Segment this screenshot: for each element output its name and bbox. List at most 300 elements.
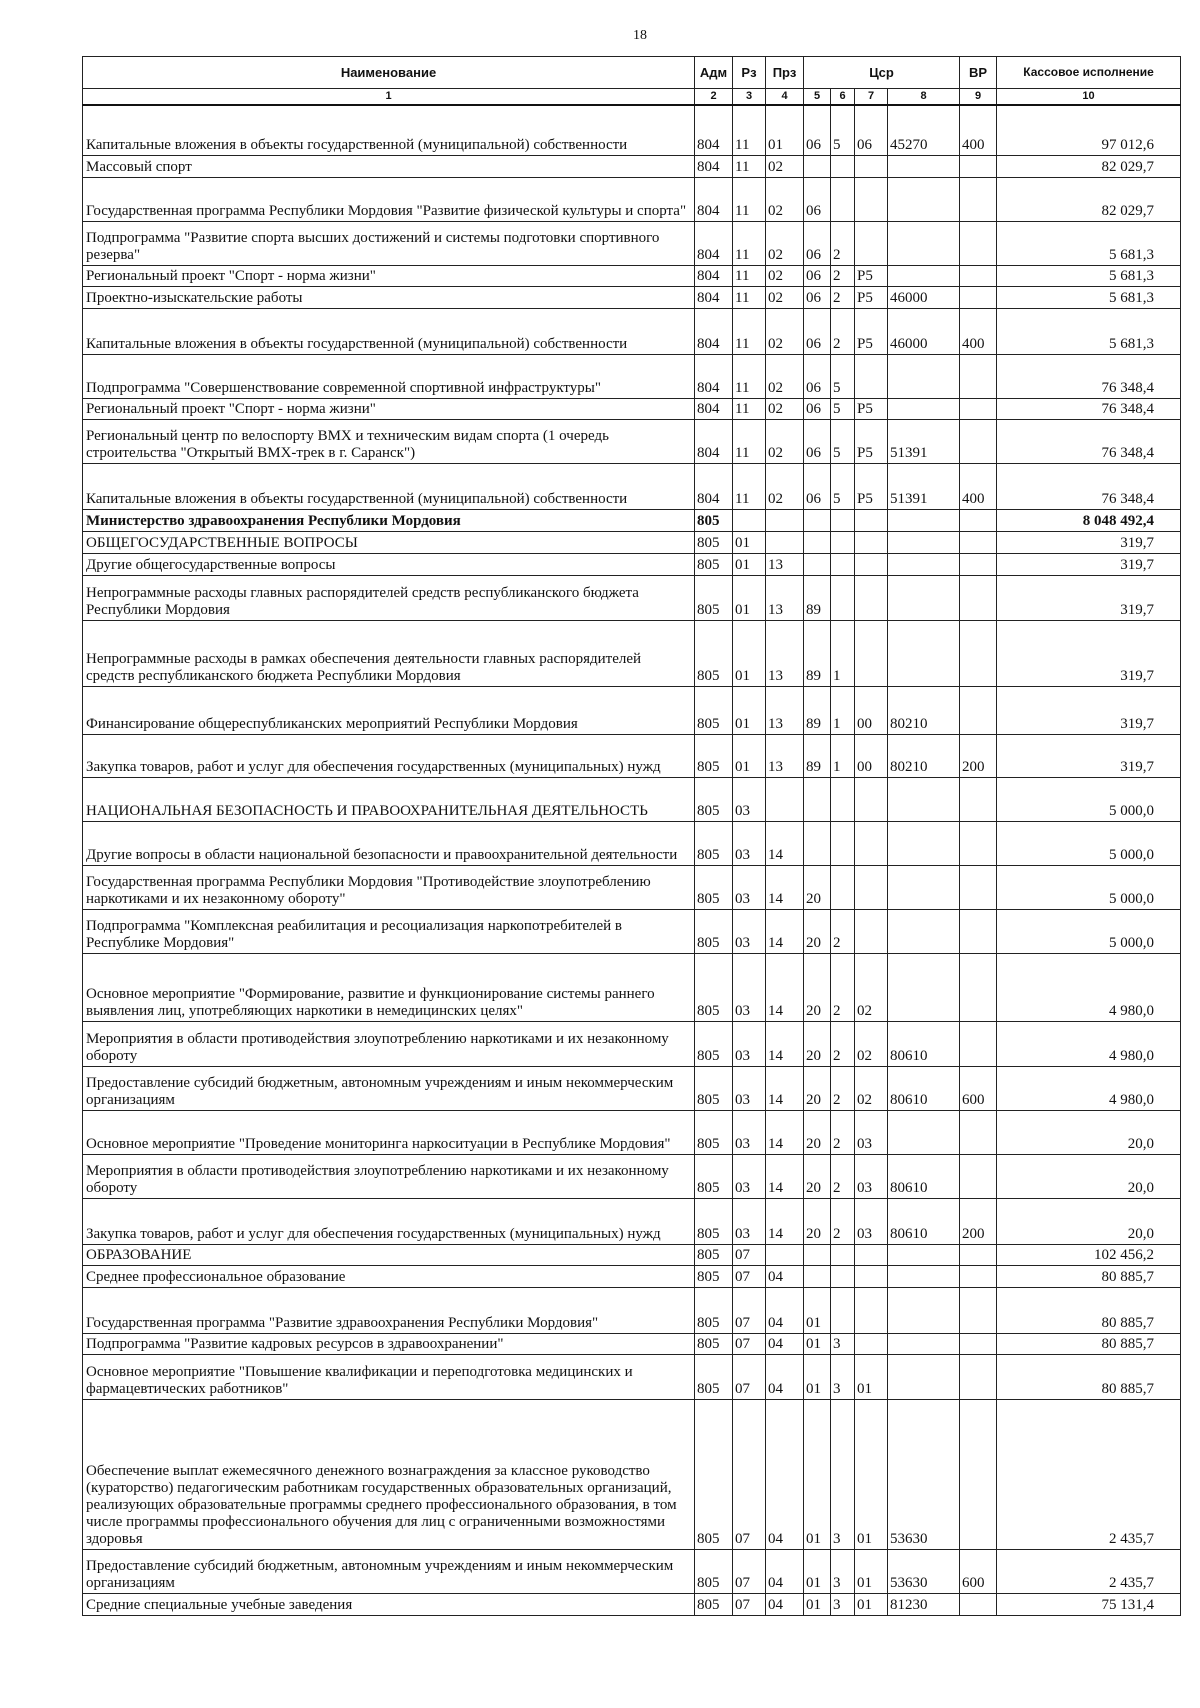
table-row: [83, 1067, 1181, 1111]
cell-prz: 02: [766, 399, 804, 420]
cell-csr-8: [888, 178, 960, 222]
cell-csr-7: 01: [855, 1400, 888, 1550]
cell-rz: 11: [733, 399, 766, 420]
table-row: [83, 576, 1181, 621]
cell-csr-6: 5: [831, 464, 855, 510]
cell-csr-5: [804, 156, 831, 178]
cell-csr-5: [804, 822, 831, 866]
table-row: [83, 1155, 1181, 1199]
cell-csr-7: [855, 910, 888, 954]
cell-csr-5: [804, 1266, 831, 1288]
cell-prz: 14: [766, 1155, 804, 1199]
header-sum: Кассовое исполнение: [997, 57, 1181, 89]
cell-csr-5: 06: [804, 105, 831, 156]
cell-sum: 319,7: [997, 576, 1181, 621]
table-row: [83, 399, 1181, 420]
cell-csr-8: [888, 554, 960, 576]
table-row: [83, 735, 1181, 778]
cell-sum: 5 000,0: [997, 866, 1181, 910]
cell-vr: [960, 266, 997, 287]
cell-csr-6: 5: [831, 355, 855, 399]
cell-vr: [960, 822, 997, 866]
cell-csr-7: P5: [855, 420, 888, 464]
cell-sum: 4 980,0: [997, 954, 1181, 1022]
cell-adm: 805: [695, 532, 733, 554]
header-csr: Цср: [804, 57, 960, 89]
cell-prz: 04: [766, 1550, 804, 1594]
cell-prz: 14: [766, 866, 804, 910]
cell-sum: 319,7: [997, 735, 1181, 778]
cell-csr-7: [855, 554, 888, 576]
cell-sum: 8 048 492,4: [997, 510, 1181, 532]
cell-csr-7: [855, 822, 888, 866]
cell-adm: 805: [695, 1155, 733, 1199]
cell-csr-6: [831, 822, 855, 866]
cell-csr-8: [888, 399, 960, 420]
cell-vr: 400: [960, 105, 997, 156]
cell-prz: 02: [766, 178, 804, 222]
cell-csr-8: 51391: [888, 464, 960, 510]
cell-vr: [960, 687, 997, 735]
cell-csr-7: 01: [855, 1594, 888, 1616]
cell-csr-8: [888, 576, 960, 621]
cell-rz: 11: [733, 355, 766, 399]
cell-adm: 804: [695, 156, 733, 178]
cell-sum: 80 885,7: [997, 1334, 1181, 1355]
cell-prz: 02: [766, 355, 804, 399]
cell-name: Финансирование общереспубликанских мероприятий Республики Мордовия: [83, 687, 695, 735]
table-row: [83, 1400, 1181, 1550]
cell-sum: 82 029,7: [997, 178, 1181, 222]
cell-prz: 02: [766, 222, 804, 266]
table-row: [83, 1355, 1181, 1400]
table-row: [83, 1288, 1181, 1334]
cell-csr-8: 80210: [888, 687, 960, 735]
cell-prz: 02: [766, 464, 804, 510]
cell-adm: 805: [695, 510, 733, 532]
cell-sum: 319,7: [997, 621, 1181, 687]
table-row: [83, 554, 1181, 576]
table-row: [83, 1266, 1181, 1288]
cell-csr-8: 53630: [888, 1400, 960, 1550]
cell-adm: 805: [695, 778, 733, 822]
cell-csr-5: 01: [804, 1288, 831, 1334]
cell-vr: [960, 510, 997, 532]
cell-prz: 14: [766, 954, 804, 1022]
cell-vr: [960, 355, 997, 399]
header-name: Наименование: [83, 57, 695, 89]
column-number: 3: [733, 89, 766, 106]
cell-name: Закупка товаров, работ и услуг для обеспечения государственных (муниципальных) нужд: [83, 1199, 695, 1245]
cell-csr-6: [831, 1266, 855, 1288]
cell-csr-5: [804, 1245, 831, 1266]
cell-csr-7: 03: [855, 1111, 888, 1155]
cell-sum: 4 980,0: [997, 1067, 1181, 1111]
cell-csr-5: 20: [804, 1155, 831, 1199]
cell-rz: 11: [733, 266, 766, 287]
cell-sum: 102 456,2: [997, 1245, 1181, 1266]
cell-csr-7: [855, 1334, 888, 1355]
cell-name: Подпрограмма "Развитие спорта высших достижений и системы подготовки спортивного резерва": [83, 222, 695, 266]
cell-prz: 04: [766, 1266, 804, 1288]
cell-csr-7: 01: [855, 1355, 888, 1400]
cell-name: Закупка товаров, работ и услуг для обеспечения государственных (муниципальных) нужд: [83, 735, 695, 778]
cell-rz: 11: [733, 105, 766, 156]
cell-csr-6: 3: [831, 1594, 855, 1616]
cell-csr-5: [804, 778, 831, 822]
cell-csr-6: 1: [831, 621, 855, 687]
cell-prz: 14: [766, 910, 804, 954]
cell-adm: 805: [695, 1022, 733, 1067]
cell-csr-7: 02: [855, 1022, 888, 1067]
cell-prz: 02: [766, 266, 804, 287]
cell-adm: 805: [695, 1594, 733, 1616]
cell-name: Подпрограмма "Развитие кадровых ресурсов в здравоохранении": [83, 1334, 695, 1355]
cell-vr: 400: [960, 309, 997, 355]
cell-csr-5: 20: [804, 866, 831, 910]
cell-adm: 805: [695, 954, 733, 1022]
cell-rz: 01: [733, 621, 766, 687]
cell-csr-5: 01: [804, 1550, 831, 1594]
cell-csr-7: 02: [855, 954, 888, 1022]
cell-name: Непрограммные расходы главных распорядителей средств республиканского бюджета Республики Мордовия: [83, 576, 695, 621]
table-row: [83, 1245, 1181, 1266]
cell-sum: 2 435,7: [997, 1400, 1181, 1550]
cell-prz: 14: [766, 1067, 804, 1111]
column-number: 2: [695, 89, 733, 106]
cell-adm: 805: [695, 1245, 733, 1266]
budget-execution-table: [82, 56, 1181, 1616]
cell-prz: 13: [766, 621, 804, 687]
cell-csr-8: 80610: [888, 1155, 960, 1199]
cell-csr-5: 06: [804, 287, 831, 309]
cell-csr-6: 1: [831, 687, 855, 735]
cell-adm: 805: [695, 621, 733, 687]
cell-rz: 11: [733, 156, 766, 178]
cell-csr-6: [831, 510, 855, 532]
cell-name: Основное мероприятие "Повышение квалификации и переподготовка медицинских и фармацевтических работников": [83, 1355, 695, 1400]
cell-vr: [960, 222, 997, 266]
cell-csr-7: [855, 1288, 888, 1334]
cell-csr-8: [888, 1111, 960, 1155]
cell-rz: 07: [733, 1334, 766, 1355]
column-number-row: [83, 89, 1181, 106]
cell-rz: 11: [733, 420, 766, 464]
cell-name: Государственная программа "Развитие здравоохранения Республики Мордовия": [83, 1288, 695, 1334]
table-row: [83, 621, 1181, 687]
table-row: [83, 910, 1181, 954]
cell-csr-7: 06: [855, 105, 888, 156]
cell-rz: 03: [733, 1111, 766, 1155]
table-row: [83, 822, 1181, 866]
cell-name: ОБРАЗОВАНИЕ: [83, 1245, 695, 1266]
cell-adm: 805: [695, 1266, 733, 1288]
cell-csr-5: 06: [804, 222, 831, 266]
cell-csr-8: 80610: [888, 1067, 960, 1111]
table-row: [83, 1111, 1181, 1155]
cell-adm: 804: [695, 222, 733, 266]
cell-name: Предоставление субсидий бюджетным, автономным учреждениям и иным некоммерческим организациям: [83, 1550, 695, 1594]
cell-sum: 5 681,3: [997, 222, 1181, 266]
cell-rz: 03: [733, 778, 766, 822]
cell-csr-8: [888, 954, 960, 1022]
cell-csr-6: 2: [831, 309, 855, 355]
cell-vr: [960, 156, 997, 178]
cell-rz: 03: [733, 954, 766, 1022]
cell-csr-5: 06: [804, 464, 831, 510]
cell-csr-6: [831, 1288, 855, 1334]
cell-sum: 319,7: [997, 532, 1181, 554]
cell-name: Непрограммные расходы в рамках обеспечения деятельности главных распорядителей средств республиканского бюджета Республики Мордовия: [83, 621, 695, 687]
cell-vr: [960, 621, 997, 687]
cell-rz: 11: [733, 222, 766, 266]
cell-adm: 805: [695, 1288, 733, 1334]
cell-adm: 805: [695, 1111, 733, 1155]
cell-csr-8: 51391: [888, 420, 960, 464]
cell-csr-6: [831, 778, 855, 822]
cell-rz: 07: [733, 1355, 766, 1400]
cell-vr: [960, 554, 997, 576]
table-row: [83, 1022, 1181, 1067]
cell-csr-8: 46000: [888, 309, 960, 355]
header-prz: Прз: [766, 57, 804, 89]
table-row: [83, 1594, 1181, 1616]
cell-csr-8: 80610: [888, 1022, 960, 1067]
cell-adm: 805: [695, 1550, 733, 1594]
cell-vr: [960, 1594, 997, 1616]
cell-name: ОБЩЕГОСУДАРСТВЕННЫЕ ВОПРОСЫ: [83, 532, 695, 554]
cell-csr-5: [804, 554, 831, 576]
cell-prz: 04: [766, 1400, 804, 1550]
cell-csr-5: [804, 532, 831, 554]
cell-vr: [960, 910, 997, 954]
cell-name: Региональный центр по велоспорту BMX и техническим видам спорта (1 очередь строительства "Открытый BMX-трек в г. Саранск"): [83, 420, 695, 464]
cell-sum: 20,0: [997, 1199, 1181, 1245]
cell-sum: 76 348,4: [997, 355, 1181, 399]
cell-prz: 14: [766, 822, 804, 866]
cell-rz: 03: [733, 910, 766, 954]
cell-rz: [733, 510, 766, 532]
cell-csr-6: [831, 866, 855, 910]
cell-name: Среднее профессиональное образование: [83, 1266, 695, 1288]
cell-prz: 14: [766, 1111, 804, 1155]
cell-sum: 76 348,4: [997, 464, 1181, 510]
cell-adm: 805: [695, 822, 733, 866]
cell-csr-6: [831, 532, 855, 554]
cell-prz: 02: [766, 420, 804, 464]
cell-vr: [960, 1245, 997, 1266]
cell-prz: 02: [766, 309, 804, 355]
cell-vr: [960, 778, 997, 822]
cell-rz: 07: [733, 1288, 766, 1334]
cell-adm: 805: [695, 735, 733, 778]
cell-csr-7: [855, 222, 888, 266]
cell-csr-6: 3: [831, 1400, 855, 1550]
cell-name: Региональный проект "Спорт - норма жизни": [83, 399, 695, 420]
cell-rz: 01: [733, 554, 766, 576]
cell-adm: 805: [695, 687, 733, 735]
cell-sum: 4 980,0: [997, 1022, 1181, 1067]
cell-sum: 75 131,4: [997, 1594, 1181, 1616]
cell-adm: 805: [695, 1355, 733, 1400]
cell-vr: [960, 1155, 997, 1199]
cell-rz: 01: [733, 576, 766, 621]
cell-csr-5: 20: [804, 1199, 831, 1245]
cell-vr: [960, 576, 997, 621]
cell-prz: 13: [766, 687, 804, 735]
cell-sum: 76 348,4: [997, 420, 1181, 464]
cell-prz: 13: [766, 576, 804, 621]
cell-name: Министерство здравоохранения Республики Мордовия: [83, 510, 695, 532]
column-number: 7: [855, 89, 888, 106]
cell-csr-7: 03: [855, 1199, 888, 1245]
cell-csr-6: 3: [831, 1334, 855, 1355]
cell-csr-8: [888, 910, 960, 954]
table-row: [83, 309, 1181, 355]
cell-rz: 03: [733, 1199, 766, 1245]
cell-csr-6: 2: [831, 1155, 855, 1199]
cell-csr-5: 20: [804, 1067, 831, 1111]
cell-csr-7: P5: [855, 287, 888, 309]
cell-csr-5: 06: [804, 399, 831, 420]
column-number: 6: [831, 89, 855, 106]
cell-prz: 02: [766, 156, 804, 178]
cell-csr-5: 89: [804, 621, 831, 687]
cell-sum: 20,0: [997, 1155, 1181, 1199]
header-vr: ВР: [960, 57, 997, 89]
cell-prz: 04: [766, 1334, 804, 1355]
header-adm: Адм: [695, 57, 733, 89]
cell-csr-5: 01: [804, 1334, 831, 1355]
cell-csr-7: [855, 778, 888, 822]
table-row: [83, 355, 1181, 399]
cell-csr-8: [888, 532, 960, 554]
column-number: 5: [804, 89, 831, 106]
cell-prz: [766, 1245, 804, 1266]
table-header-row: [83, 57, 1181, 89]
cell-csr-5: 06: [804, 420, 831, 464]
cell-sum: 319,7: [997, 554, 1181, 576]
cell-csr-6: 2: [831, 1199, 855, 1245]
cell-vr: [960, 1288, 997, 1334]
cell-vr: [960, 866, 997, 910]
cell-sum: 5 000,0: [997, 778, 1181, 822]
cell-csr-6: [831, 554, 855, 576]
header-rz: Рз: [733, 57, 766, 89]
column-number: 1: [83, 89, 695, 106]
cell-rz: 01: [733, 735, 766, 778]
cell-rz: 07: [733, 1594, 766, 1616]
column-number: 9: [960, 89, 997, 106]
cell-csr-7: [855, 355, 888, 399]
cell-csr-7: 00: [855, 735, 888, 778]
table-row: [83, 532, 1181, 554]
cell-vr: 600: [960, 1067, 997, 1111]
cell-csr-5: 89: [804, 687, 831, 735]
cell-csr-8: [888, 1245, 960, 1266]
cell-prz: 04: [766, 1288, 804, 1334]
cell-vr: [960, 1355, 997, 1400]
cell-vr: 600: [960, 1550, 997, 1594]
cell-prz: [766, 532, 804, 554]
cell-csr-8: [888, 778, 960, 822]
cell-name: Мероприятия в области противодействия злоупотреблению наркотиками и их незаконному обороту: [83, 1155, 695, 1199]
cell-name: Предоставление субсидий бюджетным, автономным учреждениям и иным некоммерческим организациям: [83, 1067, 695, 1111]
cell-csr-7: 01: [855, 1550, 888, 1594]
cell-csr-8: [888, 1266, 960, 1288]
cell-csr-6: 2: [831, 222, 855, 266]
cell-vr: [960, 1334, 997, 1355]
cell-csr-5: 20: [804, 1111, 831, 1155]
cell-sum: 80 885,7: [997, 1355, 1181, 1400]
cell-csr-7: P5: [855, 266, 888, 287]
cell-csr-7: 03: [855, 1155, 888, 1199]
cell-prz: 01: [766, 105, 804, 156]
table-row: [83, 866, 1181, 910]
cell-csr-6: 2: [831, 910, 855, 954]
cell-csr-8: 81230: [888, 1594, 960, 1616]
cell-rz: 03: [733, 1155, 766, 1199]
cell-csr-5: 06: [804, 309, 831, 355]
column-number: 8: [888, 89, 960, 106]
cell-sum: 82 029,7: [997, 156, 1181, 178]
cell-csr-8: [888, 866, 960, 910]
cell-vr: [960, 1266, 997, 1288]
cell-csr-8: [888, 621, 960, 687]
cell-adm: 805: [695, 910, 733, 954]
cell-csr-7: [855, 866, 888, 910]
cell-adm: 804: [695, 309, 733, 355]
cell-csr-8: [888, 222, 960, 266]
cell-csr-7: [855, 576, 888, 621]
cell-vr: [960, 420, 997, 464]
cell-csr-7: [855, 178, 888, 222]
cell-vr: 200: [960, 735, 997, 778]
cell-sum: 5 681,3: [997, 287, 1181, 309]
cell-csr-5: 01: [804, 1400, 831, 1550]
cell-csr-6: [831, 178, 855, 222]
table-row: [83, 464, 1181, 510]
table-row: [83, 778, 1181, 822]
table-row: [83, 156, 1181, 178]
cell-csr-7: 02: [855, 1067, 888, 1111]
cell-rz: 03: [733, 1067, 766, 1111]
cell-name: Государственная программа Республики Мордовия "Противодействие злоупотреблению наркотиками и их незаконному обороту": [83, 866, 695, 910]
cell-sum: 80 885,7: [997, 1266, 1181, 1288]
cell-prz: 14: [766, 1022, 804, 1067]
cell-csr-7: [855, 156, 888, 178]
cell-vr: [960, 1400, 997, 1550]
cell-prz: 04: [766, 1355, 804, 1400]
cell-name: Государственная программа Республики Мордовия "Развитие физической культуры и спорта": [83, 178, 695, 222]
cell-name: Мероприятия в области противодействия злоупотреблению наркотиками и их незаконному обороту: [83, 1022, 695, 1067]
cell-csr-5: 06: [804, 178, 831, 222]
cell-csr-7: 00: [855, 687, 888, 735]
cell-adm: 805: [695, 576, 733, 621]
table-row: [83, 222, 1181, 266]
cell-adm: 804: [695, 355, 733, 399]
cell-csr-6: [831, 576, 855, 621]
cell-name: Другие общегосударственные вопросы: [83, 554, 695, 576]
cell-csr-7: P5: [855, 399, 888, 420]
cell-csr-8: 46000: [888, 287, 960, 309]
cell-csr-8: 53630: [888, 1550, 960, 1594]
table-row: [83, 266, 1181, 287]
table-body: [83, 105, 1181, 1616]
cell-sum: 2 435,7: [997, 1550, 1181, 1594]
table-row: [83, 105, 1181, 156]
cell-csr-8: [888, 822, 960, 866]
